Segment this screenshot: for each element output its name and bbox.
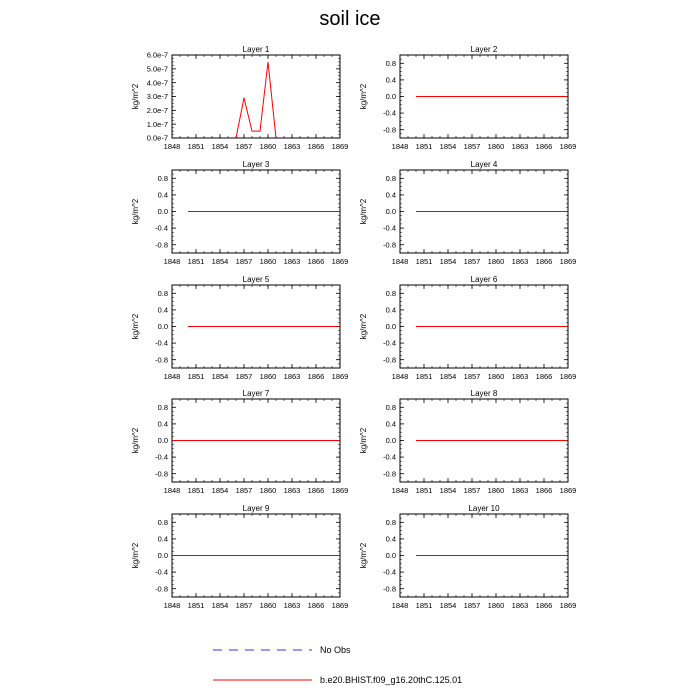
panel-10: [359, 504, 576, 610]
y-axis-label: kg/m^2: [131, 313, 140, 340]
y-tick-label: 6.0e-7: [146, 50, 168, 60]
panel-title: Layer 5: [242, 275, 270, 284]
x-tick-label: 1854: [211, 372, 229, 381]
x-tick-label: 1851: [187, 142, 205, 151]
x-tick-label: 1851: [187, 601, 205, 610]
x-tick-label: 1854: [439, 142, 457, 151]
x-tick-label: 1851: [415, 142, 433, 151]
panel-5: [131, 275, 348, 381]
y-tick-label: -0.4: [383, 452, 396, 462]
y-axis-label: kg/m^2: [359, 83, 368, 110]
y-tick-label: 0.0: [385, 322, 396, 332]
y-tick-label: 0.0: [385, 207, 396, 217]
panel-title: Layer 10: [468, 504, 500, 513]
x-tick-label: 1866: [307, 142, 325, 151]
y-tick-label: -0.8: [383, 584, 396, 594]
panel-7: [131, 389, 348, 495]
x-tick-label: 1869: [331, 601, 349, 610]
x-tick-label: 1854: [439, 601, 457, 610]
x-tick-label: 1863: [511, 142, 529, 151]
y-tick-label: -0.8: [155, 355, 168, 365]
x-tick-label: 1869: [331, 257, 349, 266]
x-tick-label: 1848: [391, 142, 409, 151]
y-tick-label: 0.8: [385, 173, 396, 183]
y-tick-label: 4.0e-7: [146, 78, 168, 88]
panel-title: Layer 6: [470, 275, 498, 284]
x-tick-label: 1863: [511, 372, 529, 381]
x-tick-label: 1866: [535, 601, 553, 610]
x-tick-label: 1851: [187, 486, 205, 495]
x-tick-label: 1860: [487, 142, 505, 151]
x-tick-label: 1866: [307, 601, 325, 610]
y-axis-label: kg/m^2: [359, 313, 368, 340]
y-tick-label: 0.4: [157, 419, 168, 429]
x-tick-label: 1848: [163, 257, 181, 266]
x-tick-label: 1848: [391, 486, 409, 495]
y-tick-label: 0.4: [385, 419, 396, 429]
x-tick-label: 1866: [307, 486, 325, 495]
y-tick-label: 0.0: [385, 436, 396, 446]
series-line: [188, 62, 340, 138]
x-tick-label: 1854: [439, 257, 457, 266]
x-tick-label: 1866: [535, 486, 553, 495]
x-tick-label: 1857: [463, 372, 481, 381]
x-tick-label: 1860: [259, 601, 277, 610]
y-tick-label: 2.0e-7: [146, 105, 168, 115]
panel-8: [359, 389, 576, 495]
y-tick-label: 3.0e-7: [146, 92, 168, 102]
x-tick-label: 1860: [487, 257, 505, 266]
x-tick-label: 1866: [307, 372, 325, 381]
x-tick-label: 1863: [283, 257, 301, 266]
x-tick-label: 1860: [259, 372, 277, 381]
x-tick-label: 1854: [211, 486, 229, 495]
y-axis-label: kg/m^2: [131, 542, 140, 569]
y-tick-label: 0.4: [385, 534, 396, 544]
x-tick-label: 1857: [235, 257, 253, 266]
y-tick-label: 0.8: [385, 402, 396, 412]
plot-frame: [172, 55, 340, 138]
legend: [213, 645, 462, 685]
y-tick-label: -0.8: [383, 125, 396, 135]
legend-obs-label: No Obs: [320, 645, 351, 655]
y-tick-label: -0.4: [155, 452, 168, 462]
y-tick-label: 0.8: [385, 288, 396, 298]
y-tick-label: -0.8: [155, 469, 168, 479]
x-tick-label: 1866: [535, 257, 553, 266]
x-tick-label: 1869: [559, 601, 577, 610]
x-tick-label: 1851: [415, 486, 433, 495]
y-tick-label: -0.4: [155, 223, 168, 233]
x-tick-label: 1869: [559, 142, 577, 151]
x-tick-label: 1851: [415, 257, 433, 266]
y-tick-label: 5.0e-7: [146, 64, 168, 74]
x-tick-label: 1857: [235, 372, 253, 381]
x-tick-label: 1863: [283, 601, 301, 610]
x-tick-label: 1860: [487, 601, 505, 610]
x-tick-label: 1869: [331, 486, 349, 495]
y-tick-label: 0.0: [157, 551, 168, 561]
y-tick-label: 0.8: [385, 58, 396, 68]
y-tick-label: 0.4: [385, 190, 396, 200]
y-tick-label: 0.4: [157, 190, 168, 200]
x-tick-label: 1860: [259, 257, 277, 266]
legend-model-label: b.e20.BHIST.f09_g16.20thC.125.01: [320, 675, 463, 685]
panel-title: Layer 7: [242, 389, 270, 398]
x-tick-label: 1851: [415, 601, 433, 610]
y-axis-label: kg/m^2: [131, 198, 140, 225]
panel-3: [131, 160, 348, 266]
x-tick-label: 1848: [163, 601, 181, 610]
panel-title: Layer 9: [242, 504, 270, 513]
y-tick-label: 0.4: [385, 305, 396, 315]
x-tick-label: 1863: [511, 486, 529, 495]
y-tick-label: 0.0: [157, 436, 168, 446]
x-tick-label: 1857: [463, 486, 481, 495]
x-tick-label: 1866: [535, 372, 553, 381]
x-tick-label: 1857: [463, 142, 481, 151]
x-tick-label: 1848: [163, 372, 181, 381]
x-tick-label: 1851: [415, 372, 433, 381]
x-tick-label: 1854: [211, 601, 229, 610]
y-tick-label: 0.8: [157, 288, 168, 298]
y-tick-label: 0.8: [157, 402, 168, 412]
y-tick-label: 1.0e-7: [146, 119, 168, 129]
y-tick-label: -0.4: [155, 567, 168, 577]
y-tick-label: -0.8: [155, 584, 168, 594]
y-tick-label: -0.8: [155, 240, 168, 250]
panel-1: [131, 45, 348, 151]
y-tick-label: 0.4: [385, 75, 396, 85]
y-tick-label: -0.4: [383, 567, 396, 577]
y-tick-label: -0.4: [383, 338, 396, 348]
x-tick-label: 1860: [259, 486, 277, 495]
x-tick-label: 1863: [511, 257, 529, 266]
x-tick-label: 1860: [259, 142, 277, 151]
x-tick-label: 1863: [283, 372, 301, 381]
panel-title: Layer 8: [470, 389, 498, 398]
x-tick-label: 1848: [391, 372, 409, 381]
x-tick-label: 1857: [463, 601, 481, 610]
x-tick-label: 1851: [187, 372, 205, 381]
y-tick-label: 0.0: [157, 207, 168, 217]
y-tick-label: -0.4: [383, 223, 396, 233]
figure-title: soil ice: [319, 8, 381, 30]
y-tick-label: 0.8: [157, 173, 168, 183]
x-tick-label: 1863: [511, 601, 529, 610]
y-axis-label: kg/m^2: [359, 427, 368, 454]
x-tick-label: 1854: [439, 486, 457, 495]
x-tick-label: 1848: [391, 257, 409, 266]
x-tick-label: 1854: [211, 257, 229, 266]
y-tick-label: -0.4: [383, 108, 396, 118]
x-tick-label: 1851: [187, 257, 205, 266]
panel-title: Layer 2: [470, 45, 498, 54]
panel-4: [359, 160, 576, 266]
panel-9: [131, 504, 348, 610]
y-axis-label: kg/m^2: [131, 83, 140, 110]
x-tick-label: 1857: [235, 486, 253, 495]
panel-title: Layer 4: [470, 160, 498, 169]
y-tick-label: -0.8: [383, 469, 396, 479]
x-tick-label: 1848: [163, 142, 181, 151]
x-tick-label: 1857: [463, 257, 481, 266]
y-tick-label: -0.8: [383, 240, 396, 250]
y-tick-label: 0.0: [157, 322, 168, 332]
y-tick-label: -0.4: [155, 338, 168, 348]
x-tick-label: 1860: [487, 486, 505, 495]
x-tick-label: 1866: [307, 257, 325, 266]
y-tick-label: 0.0: [385, 92, 396, 102]
x-tick-label: 1869: [331, 142, 349, 151]
x-tick-label: 1860: [487, 372, 505, 381]
panel-2: [359, 45, 576, 151]
y-tick-label: 0.8: [157, 517, 168, 527]
y-axis-label: kg/m^2: [359, 542, 368, 569]
panel-title: Layer 1: [242, 45, 270, 54]
x-tick-label: 1854: [211, 142, 229, 151]
y-tick-label: 0.8: [385, 517, 396, 527]
x-tick-label: 1848: [163, 486, 181, 495]
x-tick-label: 1863: [283, 142, 301, 151]
x-tick-label: 1866: [535, 142, 553, 151]
x-tick-label: 1863: [283, 486, 301, 495]
y-tick-label: -0.8: [383, 355, 396, 365]
y-tick-label: 0.0e-7: [146, 133, 168, 143]
x-tick-label: 1869: [559, 257, 577, 266]
y-tick-label: 0.4: [157, 305, 168, 315]
x-tick-label: 1857: [235, 142, 253, 151]
x-tick-label: 1857: [235, 601, 253, 610]
x-tick-label: 1848: [391, 601, 409, 610]
y-axis-label: kg/m^2: [131, 427, 140, 454]
x-tick-label: 1869: [559, 486, 577, 495]
y-tick-label: 0.4: [157, 534, 168, 544]
y-tick-label: 0.0: [385, 551, 396, 561]
panel-title: Layer 3: [242, 160, 270, 169]
x-tick-label: 1869: [331, 372, 349, 381]
x-tick-label: 1869: [559, 372, 577, 381]
panel-6: [359, 275, 576, 381]
y-axis-label: kg/m^2: [359, 198, 368, 225]
x-tick-label: 1854: [439, 372, 457, 381]
